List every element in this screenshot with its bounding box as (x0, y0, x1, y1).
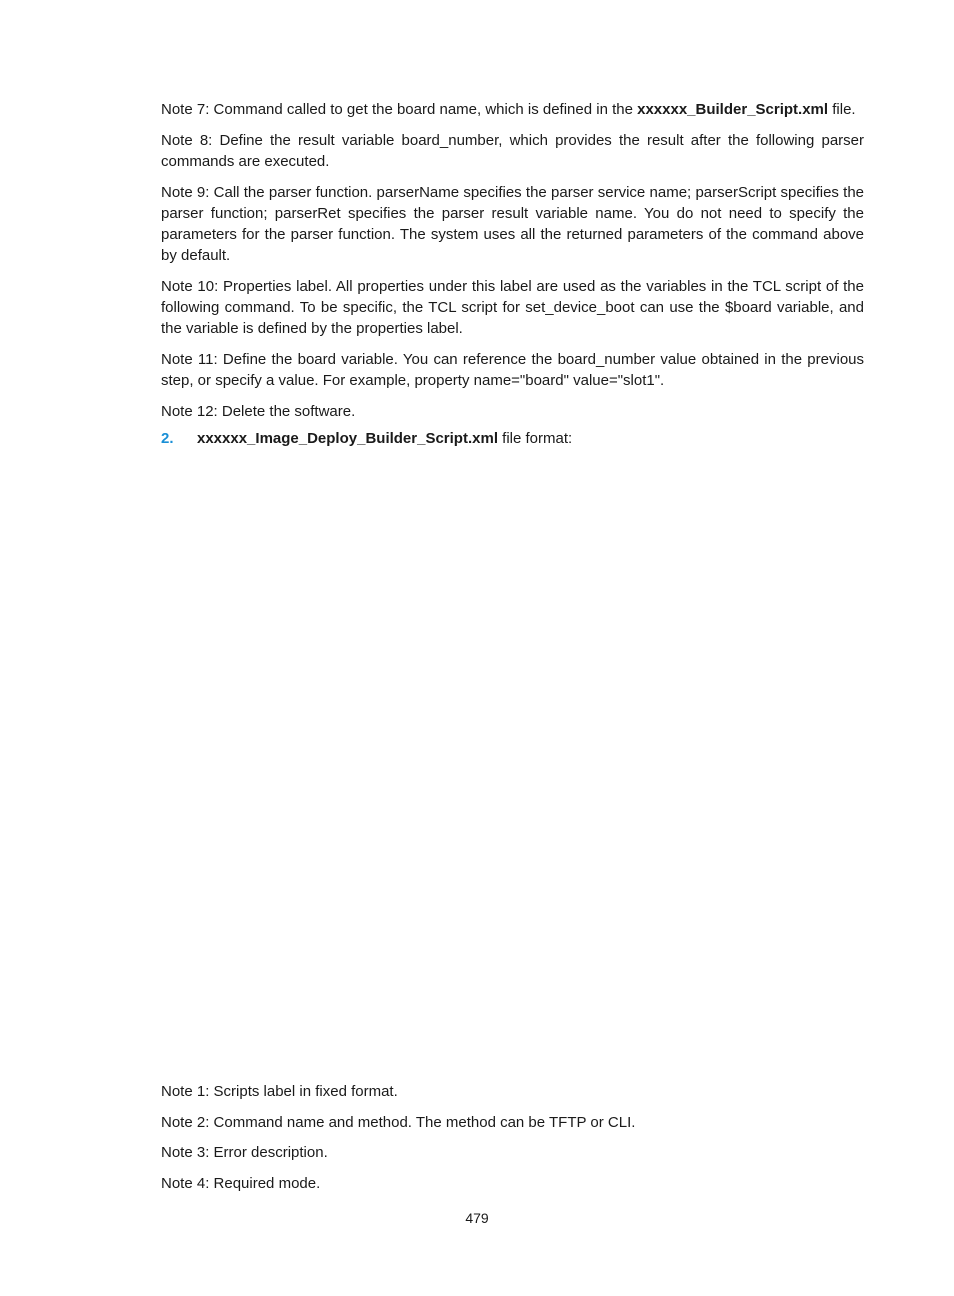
list-item-number: 2. (161, 430, 174, 447)
note-9: Note 9: Call the parser function. parserName specifies the parser service name; parserScript specifies the parser function; parserRet specifies the parser result variable name. You do not need to specify the parameters for the parser function. The system uses all the returned parameters of the command above by default. (161, 184, 864, 264)
code-sample-area (161, 460, 864, 1075)
note-10: Note 10: Properties label. All properties under this label are used as the variables in the TCL script of the following command. To be specific, the TCL script for set_device_boot can use the $board variable, and the variable is defined by the properties label. (161, 278, 864, 337)
note-11: Note 11: Define the board variable. You can reference the board_number value obtained in the previous step, or specify a value. For example, property name="board" value="slot1". (161, 351, 864, 389)
page-number: 479 (465, 1210, 489, 1226)
note-7-suffix: file. (828, 101, 856, 118)
note-7-filename: xxxxxx_Builder_Script.xml (637, 101, 829, 118)
note-7-text: Note 7: Command called to get the board name, which is defined in the (161, 101, 638, 118)
list-item-file-format (161, 428, 864, 449)
note-2: Note 2: Command name and method. The method can be TFTP or CLI. (161, 1114, 636, 1131)
note-8: Note 8: Define the result variable board_number, which provides the result after the following parser commands are executed. (161, 132, 864, 170)
list-item-filename: xxxxxx_Image_Deploy_Builder_Script.xml (197, 430, 498, 447)
note-4: Note 4: Required mode. (161, 1175, 321, 1192)
note-3: Note 3: Error description. (161, 1144, 328, 1161)
note-7 (161, 99, 864, 120)
note-1: Note 1: Scripts label in fixed format. (161, 1083, 398, 1100)
list-item-suffix: file format: (497, 430, 573, 447)
note-12: Note 12: Delete the software. (161, 403, 356, 420)
